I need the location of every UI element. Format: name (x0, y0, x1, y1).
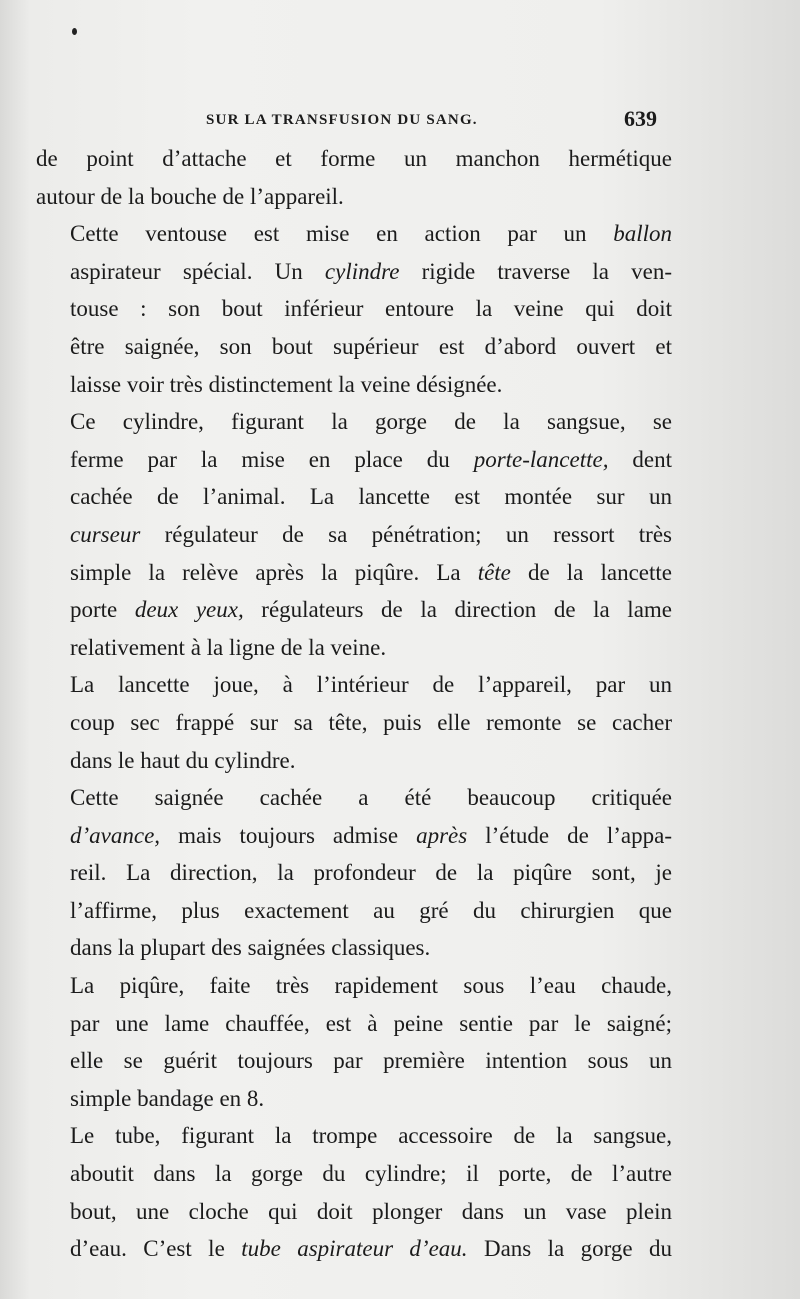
text-line: coup sec frappé sur sa tête, puis elle remonte se cacher (70, 709, 672, 735)
text-line: relativement à la ligne de la veine. (70, 634, 387, 660)
text-line: porte deux yeux, régulateurs de la direction de la lame (70, 597, 672, 623)
text-line: Cette saignée cachée a été beaucoup critiquée (70, 785, 672, 811)
page-header (0, 104, 800, 144)
text-line: touse : son bout inférieur entoure la veine qui doit (70, 296, 672, 322)
text-line: simple bandage en 8. (70, 1085, 265, 1111)
text-line: aboutit dans la gorge du cylindre; il porte, de l’autre (70, 1161, 672, 1187)
ink-speck (72, 28, 77, 35)
text-line: d’eau. C’est le tube aspirateur d’eau. Dans la gorge du (70, 1236, 672, 1262)
text-line: curseur régulateur de sa pénétration; un ressort très (70, 521, 672, 547)
paragraph (36, 140, 672, 215)
text-line: Le tube, figurant la trompe accessoire de la sangsue, (70, 1123, 672, 1149)
text-line: de point d’attache et forme un manchon hermétique (36, 146, 672, 171)
text-line: aspirateur spécial. Un cylindre rigide traverse la ven- (70, 258, 672, 284)
text-line: autour de la bouche de l’appareil. (36, 183, 344, 209)
running-title: SUR LA TRANSFUSION DU SANG. (206, 112, 478, 128)
text-line: être saignée, son bout supérieur est d’abord ouvert et (70, 333, 672, 359)
text-line: simple la relève après la piqûre. La tête de la lancette (70, 559, 672, 585)
text-line: par une lame chauffée, est à peine sentie par le saigné; (70, 1010, 672, 1036)
paragraph (36, 666, 672, 779)
text-line: elle se guérit toujours par première intention sous un (70, 1048, 672, 1074)
body-text (36, 140, 672, 1268)
text-line: cachée de l’animal. La lancette est montée sur un (70, 484, 672, 510)
paragraph (36, 779, 672, 967)
text-line: Cette ventouse est mise en action par un ballon (70, 221, 672, 247)
text-line: laisse voir très distinctement la veine désignée. (70, 371, 503, 397)
page-number: 639 (624, 106, 657, 131)
text-line: d’avance, mais toujours admise après l’étude de l’appa- (70, 822, 672, 848)
text-line: ferme par la mise en place du porte-lancette, dent (70, 446, 672, 472)
text-line: bout, une cloche qui doit plonger dans un vase plein (70, 1198, 672, 1224)
text-line: dans le haut du cylindre. (70, 747, 296, 773)
text-line: La lancette joue, à l’intérieur de l’appareil, par un (70, 672, 672, 698)
text-line: La piqûre, faite très rapidement sous l’eau chaude, (70, 973, 672, 999)
text-line: dans la plupart des saignées classiques. (70, 935, 431, 961)
text-line: l’affirme, plus exactement au gré du chirurgien que (70, 897, 672, 923)
paragraph (36, 1117, 672, 1267)
paragraph (36, 215, 672, 403)
text-line: Ce cylindre, figurant la gorge de la sangsue, se (70, 409, 672, 435)
text-line: reil. La direction, la profondeur de la piqûre sont, je (70, 860, 672, 886)
paragraph (36, 967, 672, 1117)
paragraph (36, 403, 672, 666)
